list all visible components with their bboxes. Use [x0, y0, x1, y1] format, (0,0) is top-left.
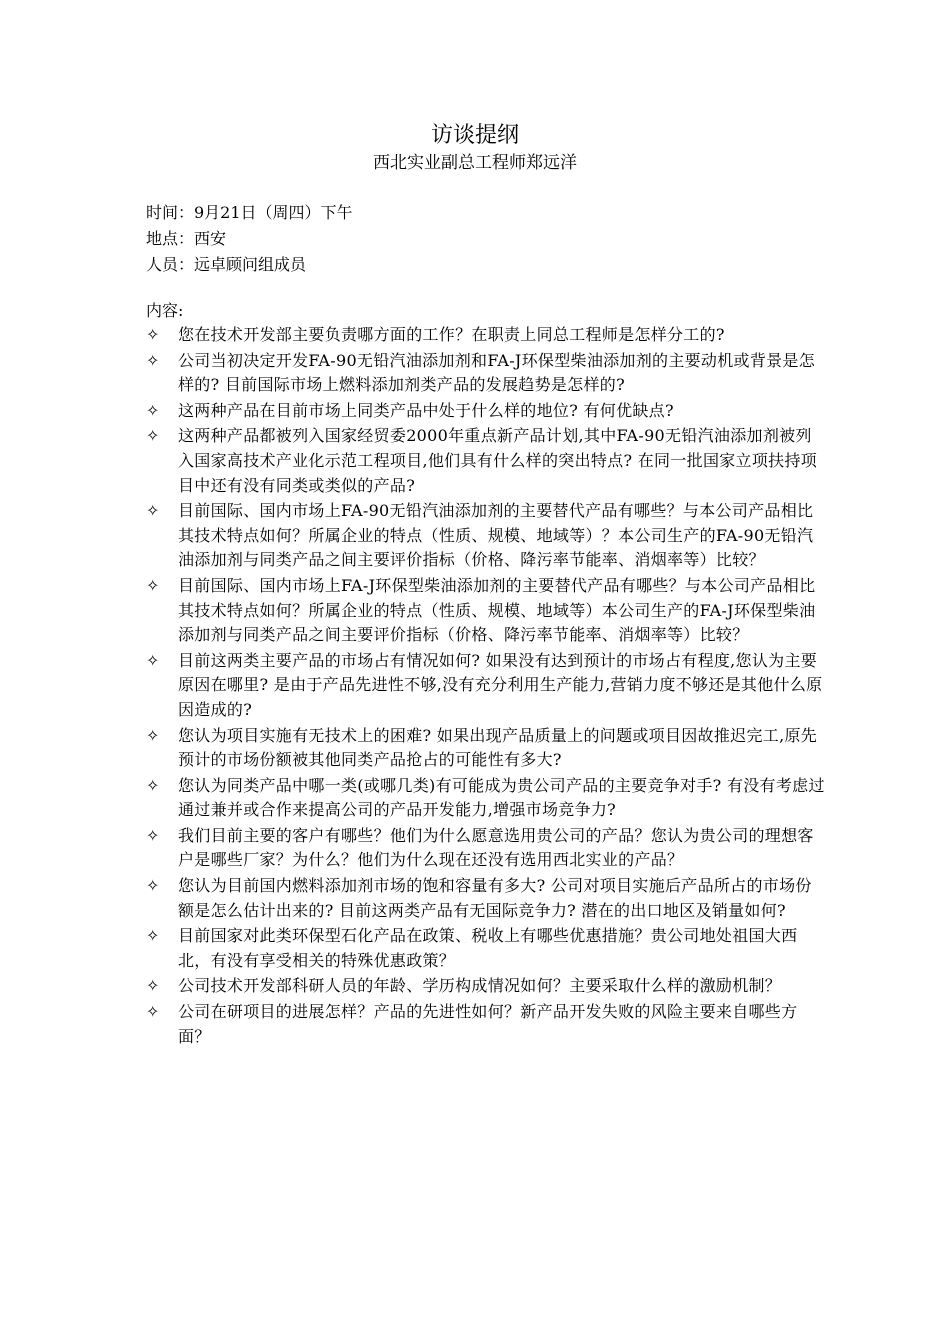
- list-item: [146, 323, 826, 348]
- meeting-place: 地点：西安: [146, 229, 227, 248]
- question-text: 这两种产品都被列入国家经贸委2000年重点新产品计划,其中FA-90无铅汽油添加剂被列入国家高技术产业化示范工程项目,他们具有什么样的突出特点? 在同一批国家立项扶持项目中还有没有同类或类似的产品?: [178, 426, 818, 495]
- list-item: [146, 774, 826, 823]
- question-text: 目前国家对此类环保型石化产品在政策、税收上有哪些优惠措施？贵公司地处祖国大西北，有没有享受相关的特殊优惠政策？: [178, 926, 798, 970]
- content-label: 内容:: [146, 301, 184, 320]
- diamond-star-icon: ✧: [146, 501, 160, 521]
- question-text: 公司技术开发部科研人员的年龄、学历构成情况如何？主要采取什么样的激励机制？: [178, 976, 782, 996]
- question-text: 我们目前主要的客户有哪些？他们为什么愿意选用贵公司的产品？您认为贵公司的理想客户是哪些厂家？为什么？他们为什么现在还没有选用西北实业的产品？: [178, 825, 814, 870]
- list-item: [146, 399, 826, 424]
- list-item: [146, 649, 826, 723]
- question-text: 公司在研项目的进展怎样？产品的先进性如何？新产品开发失败的风险主要来自哪些方面？: [178, 1002, 798, 1046]
- page-title: 访谈提纲: [430, 123, 519, 148]
- list-item: [146, 974, 826, 999]
- diamond-star-icon: ✧: [146, 426, 160, 446]
- list-item: [146, 424, 826, 498]
- question-text: 目前这两类主要产品的市场占有情况如何? 如果没有达到预计的市场占有程度,您认为主要原因在哪里? 是由于产品先进性不够,没有充分利用生产能力,营销力度不够还是其他什么原因造成的?: [178, 650, 823, 719]
- diamond-star-icon: ✧: [146, 976, 160, 996]
- meeting-time: 时间：9月21日（周四）下午: [146, 203, 353, 222]
- question-text: 公司当初决定开发FA-90无铅汽油添加剂和FA-J环保型柴油添加剂的主要动机或背景是怎样的? 目前国际市场上燃料添加剂类产品的发展趋势是怎样的?: [178, 350, 816, 395]
- diamond-star-icon: ✧: [146, 775, 160, 795]
- diamond-star-icon: ✧: [146, 400, 160, 420]
- list-item: [146, 499, 826, 573]
- list-item: [146, 824, 826, 873]
- diamond-star-icon: ✧: [146, 325, 160, 344]
- question-text: 这两种产品在目前市场上同类产品中处于什么样的地位? 有何优缺点?: [178, 400, 674, 420]
- diamond-star-icon: ✧: [146, 725, 160, 745]
- question-text: 目前国际、国内市场上FA-90无铅汽油添加剂的主要替代产品有哪些？与本公司产品相比其技术特点如何？所属企业的特点（性质、规模、地域等）？本公司生产的FA-90无铅汽油添加剂与同类产品之间主要评价指标（价格、降污率节能率、消烟率等）比较？: [178, 501, 814, 570]
- question-text: 您认为目前国内燃料添加剂市场的饱和容量有多大? 公司对项目实施后产品所占的市场份额是怎么估计出来的? 目前这两类产品有无国际竞争力? 潜在的出口地区及销量如何?: [178, 876, 812, 920]
- list-item: [146, 1000, 826, 1049]
- diamond-star-icon: ✧: [146, 650, 160, 670]
- list-item: [146, 724, 826, 773]
- question-text: 您在技术开发部主要负责哪方面的工作？在职责上同总工程师是怎样分工的?: [178, 325, 725, 344]
- diamond-star-icon: ✧: [146, 1002, 160, 1022]
- page-subtitle: 西北实业副总工程师郑远洋: [373, 153, 577, 173]
- list-item: [146, 574, 826, 648]
- question-text: 您认为项目实施有无技术上的困难? 如果出现产品质量上的问题或项目因故推迟完工,原先预计的市场份额被其他同类产品抢占的可能性有多大?: [178, 725, 818, 770]
- diamond-star-icon: ✧: [146, 926, 160, 946]
- diamond-star-icon: ✧: [146, 876, 160, 896]
- question-text: 目前国际、国内市场上FA-J环保型柴油添加剂的主要替代产品有哪些？与本公司产品相比其技术特点如何？所属企业的特点（性质、规模、地域等）本公司生产的FA-J环保型柴油添加剂与同类产品之间主要评价指标（价格、降污率节能率、消烟率等）比较？: [178, 575, 816, 645]
- diamond-star-icon: ✧: [146, 575, 160, 595]
- list-item: [146, 874, 826, 923]
- list-item: [146, 349, 826, 398]
- list-item: [146, 924, 826, 973]
- meeting-info: [146, 200, 826, 278]
- diamond-star-icon: ✧: [146, 825, 160, 845]
- meeting-people: 人员：远卓顾问组成员: [146, 255, 307, 274]
- question-text: 您认为同类产品中哪一类(或哪几类)有可能成为贵公司产品的主要竞争对手? 有没有考虑过通过兼并或合作来提高公司的产品开发能力,增强市场竞争力?: [178, 775, 825, 820]
- question-list: [146, 323, 826, 1050]
- diamond-star-icon: ✧: [146, 350, 160, 370]
